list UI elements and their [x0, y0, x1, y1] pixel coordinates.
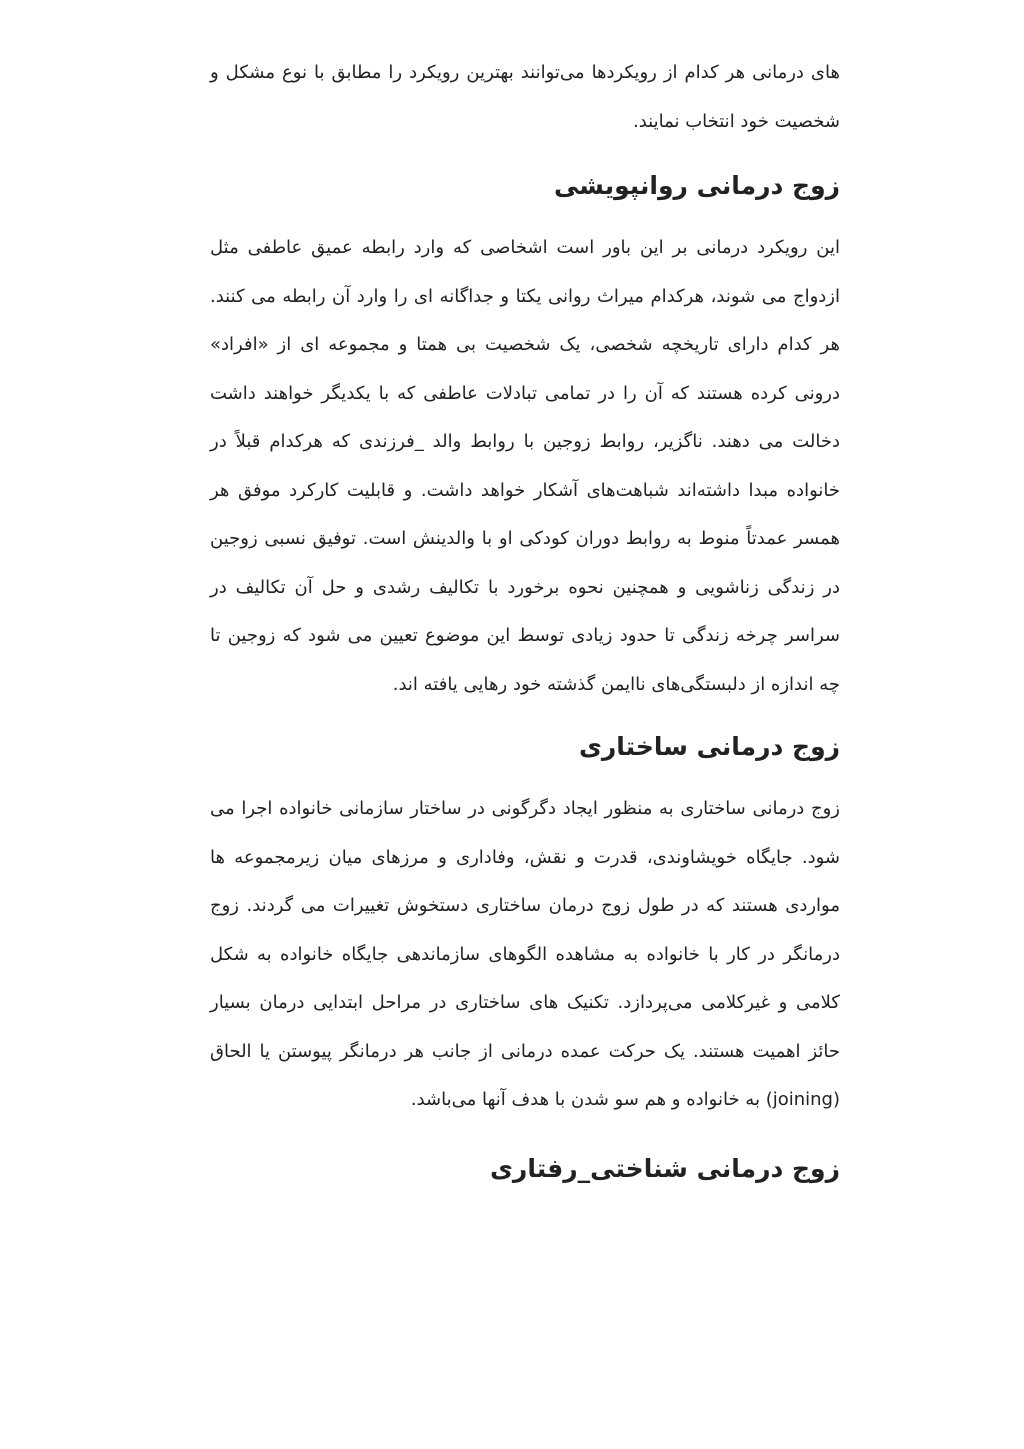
section-heading-psychodynamic: زوج درمانی روانپویشی	[553, 171, 840, 200]
section-heading-structural: زوج درمانی ساختاری	[578, 732, 840, 761]
joining-term: (joining)	[765, 1089, 840, 1110]
structural-text-part-2: به خانواده و هم سو شدن با هدف آنها می‌باشد.	[410, 1089, 766, 1110]
section-paragraph-structural	[210, 785, 840, 1125]
structural-text-part-1: زوج درمانی ساختاری به منظور ایجاد دگرگونی در ساختار سازمانی خانواده اجرا می شود. جایگاه خویشاوندی، قدرت و نقش، وفاداری و مرزهای میان زیرمجموعه ها مواردی هستند که در طول زوج درمان ساختاری دستخوش تغییرات می گردند. زوج درمانگر در کار با خانواده به مشاهده الگوهای سازماندهی جایگاه خانواده به شکل کلامی و غیرکلامی می‌پردازد. تکنیک های ساختاری در مراحل ابتدایی درمان بسیار حائز اهمیت هستند. یک حرکت عمده درمانی از جانب هر درمانگر پیوستن یا الحاق	[210, 798, 840, 1062]
section-paragraph-psychodynamic: این رویکرد درمانی بر این باور است اشخاصی که وارد رابطه عمیق عاطفی مثل ازدواج می شوند، هرکدام میراث روانی یکتا و جداگانه ای را وارد آن رابطه می کنند. هر کدام دارای تاریخچه شخصی، یک شخصیت بی همتا و مجموعه ای از «افراد» درونی کرده هستند که آن را در تمامی تبادلات عاطفی که با یکدیگر خواهند داشت دخالت می دهند. ناگزیر، روابط زوجین با روابط والد _فرزندی که هرکدام قبلاً در خانواده مبدا داشته‌اند شباهت‌های آشکار خواهد داشت. و قابلیت کارکرد موفق هر همسر عمدتاً منوط به روابط دوران کودکی او با والدینش است. توفیق نسبی زوجین در زندگی زناشویی و همچنین نحوه برخورد با تکالیف رشدی و حل آن تکالیف در سراسر چرخه زندگی تا حدود زیادی توسط این موضوع تعیین می شود که زوجین تا چه اندازه از دلبستگی‌های ناایمن گذشته خود رهایی یافته اند.	[210, 237, 840, 695]
article-content	[210, 50, 840, 1189]
intro-paragraph: های درمانی هر کدام از رویکردها می‌توانند بهترین رویکرد را مطابق با نوع مشکل و شخصیت خود انتخاب نمایند.	[210, 62, 840, 132]
section-heading-cognitive-behavioral: زوج درمانی شناختی_رفتاری	[490, 1153, 840, 1183]
